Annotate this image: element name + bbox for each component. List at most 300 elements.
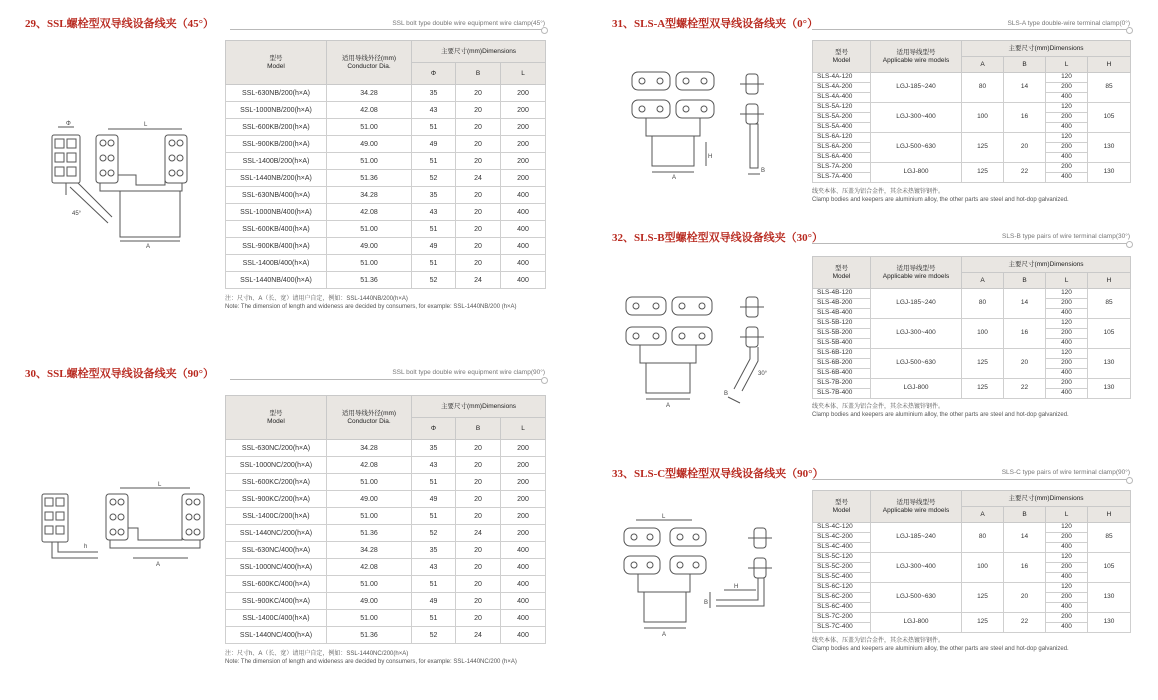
conductor-dia-cell: 49.00 — [327, 238, 412, 255]
h-header: H — [1088, 57, 1131, 73]
sls-a-b-label: B — [761, 168, 766, 174]
conductor-dia-cell: 42.08 — [327, 204, 412, 221]
model-cell: SLS-5C-200 — [813, 563, 871, 573]
model-cell: SSL-600KB/400(h×A) — [226, 221, 327, 238]
l-cell: 200 — [1046, 593, 1088, 603]
section-29-title: 29、SSL螺栓型双导线设备线夹（45°） — [25, 18, 214, 30]
section-32-note-en: Clamp bodies and keepers are aluminium alloy, the other parts are steel and hot-dop galvanized. — [812, 411, 1069, 418]
sls-a-front-view — [632, 72, 714, 172]
a-cell: 100 — [962, 103, 1004, 133]
section-32-note — [812, 404, 1132, 420]
table-row — [226, 440, 546, 457]
model-cell: SLS-6A-200 — [813, 143, 871, 153]
section-32-rule — [812, 243, 1130, 244]
l-cell: 200 — [501, 440, 546, 457]
section-31-note — [812, 189, 1132, 205]
b-cell: 20 — [456, 85, 501, 102]
section-30-note — [225, 651, 547, 667]
clamp-90-drawing — [38, 478, 218, 573]
l-header: L — [1046, 273, 1088, 289]
l-cell: 400 — [1046, 93, 1088, 103]
table-row — [813, 553, 1131, 563]
model-cell: SSL-630NC/400(h×A) — [226, 542, 327, 559]
l-cell: 200 — [501, 119, 546, 136]
clamp-90-a-label: A — [156, 562, 161, 568]
l-cell: 400 — [501, 559, 546, 576]
model-cell: SLS-7B-200 — [813, 379, 871, 389]
table-row — [226, 610, 546, 627]
model-cell: SSL-600KB/200(h×A) — [226, 119, 327, 136]
table-row — [813, 289, 1131, 299]
h-cell: 85 — [1088, 289, 1131, 319]
l-cell: 400 — [1046, 309, 1088, 319]
wire-model-cell: LGJ-500~630 — [871, 349, 962, 379]
model-cell: SLS-6A-400 — [813, 153, 871, 163]
model-header: 型号 Model — [226, 41, 327, 85]
model-cell: SSL-1000NB/400(h×A) — [226, 204, 327, 221]
table-row — [813, 163, 1131, 173]
model-cell: SSL-900KB/400(h×A) — [226, 238, 327, 255]
l-cell: 200 — [1046, 359, 1088, 369]
model-cell: SLS-5B-120 — [813, 319, 871, 329]
a-header: A — [962, 57, 1004, 73]
table-row — [226, 525, 546, 542]
l-cell: 400 — [501, 576, 546, 593]
b-cell: 24 — [456, 272, 501, 289]
a-cell: 125 — [962, 133, 1004, 163]
conductor-dia-cell: 42.08 — [327, 457, 412, 474]
l-cell: 200 — [1046, 533, 1088, 543]
sls-c-drawing — [616, 508, 796, 638]
h-cell: 105 — [1088, 319, 1131, 349]
h-cell: 130 — [1088, 379, 1131, 399]
conductor-dia-cell: 49.00 — [327, 136, 412, 153]
model-cell: SLS-7B-400 — [813, 389, 871, 399]
model-cell: SSL-1400B/200(h×A) — [226, 153, 327, 170]
model-header: 型号 Model — [813, 257, 871, 289]
phi-cell: 35 — [412, 85, 456, 102]
b-cell: 20 — [456, 238, 501, 255]
l-cell: 200 — [1046, 299, 1088, 309]
model-cell: SLS-5A-400 — [813, 123, 871, 133]
b-cell: 14 — [1004, 289, 1046, 319]
table-row — [813, 133, 1131, 143]
model-cell: SLS-5A-120 — [813, 103, 871, 113]
model-cell: SLS-4C-400 — [813, 543, 871, 553]
sls-c-front-view — [624, 520, 709, 628]
sls-b-drawing — [620, 283, 790, 408]
model-cell: SSL-1000NC/400(h×A) — [226, 559, 327, 576]
table-row — [813, 583, 1131, 593]
b-cell: 22 — [1004, 613, 1046, 633]
dimensions-header: 主要尺寸(mm)Dimensions — [962, 41, 1131, 57]
clamp-90-h-label: h — [84, 544, 88, 550]
section-29-note-cn: 注：尺寸h、A（长、宽）请用户自定，例如：SSL-1440NB/200(h×A) — [225, 296, 408, 302]
conductor-dia-cell: 51.00 — [327, 255, 412, 272]
h-header: H — [1088, 507, 1131, 523]
section-33-rule — [812, 479, 1130, 480]
a-cell: 80 — [962, 523, 1004, 553]
wire-model-cell: LGJ-300~400 — [871, 319, 962, 349]
section-29-subtitle: SSL bolt type double wire equipment wire clamp(45°) — [392, 20, 545, 27]
section-31-title: 31、SLS-A型螺栓型双导线设备线夹（0°） — [612, 18, 819, 30]
table-row — [226, 119, 546, 136]
b-cell: 20 — [456, 474, 501, 491]
l-cell: 400 — [1046, 573, 1088, 583]
conductor-dia-header: 适用导线外径(mm) Conductor Dia. — [327, 41, 412, 85]
sls-a-a-label: A — [672, 175, 677, 181]
section-33-note — [812, 638, 1132, 654]
model-header: 型号 Model — [813, 41, 871, 73]
clamp-90-side-view — [42, 494, 98, 558]
l-cell: 200 — [1046, 83, 1088, 93]
table-row — [813, 379, 1131, 389]
sls-b-side-view — [728, 297, 764, 403]
l-cell: 120 — [1046, 133, 1088, 143]
model-cell: SLS-4C-200 — [813, 533, 871, 543]
wire-model-cell: LGJ-185~240 — [871, 523, 962, 553]
l-cell: 400 — [1046, 623, 1088, 633]
conductor-dia-cell: 42.08 — [327, 102, 412, 119]
l-cell: 200 — [501, 153, 546, 170]
phi-cell: 51 — [412, 474, 456, 491]
clamp-45-drawing — [40, 115, 190, 250]
b-cell: 20 — [456, 610, 501, 627]
section-33-note-en: Clamp bodies and keepers are aluminium alloy, the other parts are steel and hot-dop galvanized. — [812, 645, 1069, 652]
section-33-spec-table — [812, 490, 1131, 633]
l-header: L — [1046, 507, 1088, 523]
a-header: A — [962, 273, 1004, 289]
phi-cell: 51 — [412, 119, 456, 136]
conductor-dia-cell: 51.00 — [327, 221, 412, 238]
l-cell: 200 — [1046, 329, 1088, 339]
b-cell: 16 — [1004, 553, 1046, 583]
phi-cell: 35 — [412, 187, 456, 204]
model-cell: SSL-900KC/200(h×A) — [226, 491, 327, 508]
b-cell: 20 — [1004, 583, 1046, 613]
table-row — [226, 204, 546, 221]
sls-c-h-label: H — [734, 584, 739, 590]
section-33-note-cn: 线夹本体、压盖为铝合金件，其余未热镀锌钢件。 — [812, 638, 945, 644]
b-cell: 24 — [456, 627, 501, 644]
table-row — [226, 272, 546, 289]
l-header: L — [1046, 57, 1088, 73]
model-cell: SLS-4A-400 — [813, 93, 871, 103]
sls-c-side-view — [710, 528, 772, 608]
l-cell: 400 — [501, 593, 546, 610]
b-cell: 20 — [456, 559, 501, 576]
h-cell: 130 — [1088, 349, 1131, 379]
model-cell: SLS-4C-120 — [813, 523, 871, 533]
wire-model-cell: LGJ-300~400 — [871, 553, 962, 583]
section-32-spec-table — [812, 256, 1131, 399]
l-cell: 120 — [1046, 553, 1088, 563]
phi-cell: 49 — [412, 491, 456, 508]
table-row — [226, 474, 546, 491]
wire-model-header: 适用导线型号 Applicable wire models — [871, 41, 962, 73]
section-29-rule — [230, 29, 545, 30]
table-row — [226, 187, 546, 204]
l-cell: 200 — [1046, 613, 1088, 623]
phi-cell: 52 — [412, 170, 456, 187]
wire-model-cell: LGJ-185~240 — [871, 289, 962, 319]
conductor-dia-cell: 51.36 — [327, 525, 412, 542]
l-cell: 400 — [1046, 153, 1088, 163]
table-row — [226, 221, 546, 238]
b-cell: 20 — [456, 457, 501, 474]
model-cell: SSL-1440NB/400(h×A) — [226, 272, 327, 289]
conductor-dia-cell: 34.28 — [327, 440, 412, 457]
dimensions-header: 主要尺寸(mm)Dimensions — [962, 257, 1131, 273]
sls-a-drawing — [622, 60, 782, 180]
section-29-note-en: Note: The dimension of length and wideness are decided by consumers, for example: SSL-1440NB/200 (h×A) — [225, 303, 517, 310]
sls-a-side-view — [740, 74, 764, 174]
model-cell: SLS-5A-200 — [813, 113, 871, 123]
clamp-45-side-view — [52, 127, 112, 223]
model-cell: SLS-5B-200 — [813, 329, 871, 339]
b-cell: 20 — [456, 255, 501, 272]
phi-cell: 51 — [412, 153, 456, 170]
l-cell: 200 — [501, 491, 546, 508]
model-cell: SSL-900KC/400(h×A) — [226, 593, 327, 610]
section-31-spec-table — [812, 40, 1131, 183]
model-cell: SSL-900KB/200(h×A) — [226, 136, 327, 153]
wire-model-cell: LGJ-300~400 — [871, 103, 962, 133]
wire-model-cell: LGJ-800 — [871, 613, 962, 633]
l-cell: 200 — [501, 102, 546, 119]
a-cell: 125 — [962, 163, 1004, 183]
conductor-dia-header: 适用导线外径(mm) Conductor Dia. — [327, 396, 412, 440]
a-cell: 100 — [962, 553, 1004, 583]
l-cell: 120 — [1046, 319, 1088, 329]
a-cell: 80 — [962, 289, 1004, 319]
b-cell: 22 — [1004, 379, 1046, 399]
table-row — [226, 508, 546, 525]
b-cell: 16 — [1004, 319, 1046, 349]
section-31-note-en: Clamp bodies and keepers are aluminium alloy, the other parts are steel and hot-dop galvanized. — [812, 196, 1069, 203]
model-header: 型号 Model — [226, 396, 327, 440]
b-header: B — [456, 418, 501, 440]
section-33-title: 33、SLS-C型螺栓型双导线设备线夹（90°） — [612, 468, 824, 480]
b-header: B — [1004, 57, 1046, 73]
wire-model-header: 适用导线型号 Applicable wire mdoels — [871, 257, 962, 289]
b-cell: 20 — [456, 119, 501, 136]
model-cell: SLS-6B-200 — [813, 359, 871, 369]
model-cell: SLS-6C-120 — [813, 583, 871, 593]
section-31-note-cn: 线夹本体、压盖为铝合金件，其余未热镀锌钢件。 — [812, 189, 945, 195]
model-cell: SLS-5C-120 — [813, 553, 871, 563]
section-32-note-cn: 线夹本体、压盖为铝合金件，其余未热镀锌钢件。 — [812, 404, 945, 410]
l-cell: 400 — [501, 610, 546, 627]
table-row — [226, 627, 546, 644]
conductor-dia-cell: 42.08 — [327, 559, 412, 576]
phi-cell: 52 — [412, 272, 456, 289]
section-30-title: 30、SSL螺栓型双导线设备线夹（90°） — [25, 368, 214, 380]
b-cell: 24 — [456, 525, 501, 542]
l-cell: 200 — [1046, 143, 1088, 153]
h-header: H — [1088, 273, 1131, 289]
table-row — [226, 255, 546, 272]
sls-c-l-label: L — [662, 514, 666, 520]
conductor-dia-cell: 51.00 — [327, 508, 412, 525]
conductor-dia-cell: 34.28 — [327, 85, 412, 102]
l-cell: 400 — [501, 204, 546, 221]
l-cell: 200 — [501, 508, 546, 525]
model-cell: SSL-630NB/400(h×A) — [226, 187, 327, 204]
conductor-dia-cell: 51.00 — [327, 610, 412, 627]
section-32-subtitle: SLS-B type pairs of wire terminal clamp(30°) — [1002, 233, 1130, 240]
section-30-rule — [230, 379, 545, 380]
phi-cell: 43 — [412, 559, 456, 576]
table-row — [226, 85, 546, 102]
clamp-45-front-view — [96, 129, 187, 241]
l-cell: 120 — [1046, 289, 1088, 299]
model-cell: SSL-630NB/200(h×A) — [226, 85, 327, 102]
section-30-note-cn: 注：尺寸h、A（长、宽）请用户自定，例如：SSL-1440NC/200(h×A) — [225, 651, 409, 657]
phi-cell: 49 — [412, 136, 456, 153]
table-row — [226, 153, 546, 170]
model-cell: SLS-5C-400 — [813, 573, 871, 583]
phi-cell: 52 — [412, 627, 456, 644]
sls-a-h-label: H — [708, 154, 713, 160]
l-cell: 120 — [1046, 583, 1088, 593]
section-31-subtitle: SLS-A type double-wire terminal clamp(0°) — [1007, 20, 1130, 27]
l-cell: 400 — [501, 187, 546, 204]
model-cell: SLS-4B-200 — [813, 299, 871, 309]
section-29-note — [225, 296, 547, 312]
l-cell: 120 — [1046, 349, 1088, 359]
model-cell: SSL-600KC/400(h×A) — [226, 576, 327, 593]
table-row — [813, 349, 1131, 359]
model-cell: SSL-1000NB/200(h×A) — [226, 102, 327, 119]
phi-cell: 51 — [412, 221, 456, 238]
l-cell: 200 — [1046, 563, 1088, 573]
wire-model-cell: LGJ-500~630 — [871, 133, 962, 163]
section-29-spec-table — [225, 40, 546, 289]
b-cell: 20 — [456, 102, 501, 119]
model-cell: SSL-1000NC/200(h×A) — [226, 457, 327, 474]
b-cell: 20 — [1004, 133, 1046, 163]
sls-b-b-label: B — [724, 391, 729, 397]
a-cell: 125 — [962, 349, 1004, 379]
b-cell: 20 — [456, 542, 501, 559]
l-cell: 400 — [1046, 123, 1088, 133]
sls-b-a-label: A — [666, 403, 671, 409]
section-30-subtitle: SSL bolt type double wire equipment wire clamp(90°) — [392, 369, 545, 376]
conductor-dia-cell: 51.00 — [327, 576, 412, 593]
h-cell: 85 — [1088, 523, 1131, 553]
table-row — [226, 542, 546, 559]
model-cell: SSL-630NC/200(h×A) — [226, 440, 327, 457]
conductor-dia-cell: 51.00 — [327, 153, 412, 170]
sls-b-front-view — [626, 297, 712, 399]
table-row — [226, 593, 546, 610]
clamp-45-a-label: A — [146, 244, 151, 250]
l-cell: 200 — [1046, 113, 1088, 123]
b-cell: 20 — [456, 508, 501, 525]
b-cell: 20 — [456, 136, 501, 153]
b-cell: 20 — [456, 221, 501, 238]
model-cell: SLS-5B-400 — [813, 339, 871, 349]
clamp-90-front-view — [106, 488, 204, 558]
sls-c-a-label: A — [662, 632, 667, 638]
b-header: B — [1004, 507, 1046, 523]
table-row — [813, 73, 1131, 83]
l-cell: 400 — [501, 238, 546, 255]
sls-c-b-label: B — [704, 600, 709, 606]
phi-cell: 43 — [412, 204, 456, 221]
model-cell: SSL-1440NB/200(h×A) — [226, 170, 327, 187]
model-cell: SLS-6C-200 — [813, 593, 871, 603]
clamp-45-l-label: L — [144, 122, 148, 128]
b-cell: 14 — [1004, 523, 1046, 553]
phi-cell: 49 — [412, 238, 456, 255]
wire-model-cell: LGJ-800 — [871, 163, 962, 183]
b-cell: 20 — [456, 187, 501, 204]
table-row — [813, 319, 1131, 329]
conductor-dia-cell: 51.36 — [327, 170, 412, 187]
b-cell: 20 — [456, 204, 501, 221]
b-cell: 16 — [1004, 103, 1046, 133]
l-cell: 400 — [501, 255, 546, 272]
l-cell: 400 — [501, 221, 546, 238]
model-cell: SLS-6A-120 — [813, 133, 871, 143]
l-header: L — [501, 63, 546, 85]
h-cell: 130 — [1088, 613, 1131, 633]
conductor-dia-cell: 51.00 — [327, 474, 412, 491]
wire-model-cell: LGJ-500~630 — [871, 583, 962, 613]
table-row — [226, 491, 546, 508]
a-header: A — [962, 507, 1004, 523]
conductor-dia-cell: 51.36 — [327, 627, 412, 644]
h-cell: 130 — [1088, 163, 1131, 183]
l-cell: 400 — [1046, 543, 1088, 553]
phi-cell: 51 — [412, 508, 456, 525]
model-header: 型号 Model — [813, 491, 871, 523]
dimensions-header: 主要尺寸(mm)Dimensions — [962, 491, 1131, 507]
a-cell: 80 — [962, 73, 1004, 103]
l-cell: 200 — [501, 85, 546, 102]
table-row — [226, 170, 546, 187]
phi-cell: 51 — [412, 255, 456, 272]
model-cell: SSL-1440NC/200(h×A) — [226, 525, 327, 542]
model-cell: SLS-4A-120 — [813, 73, 871, 83]
dimensions-header: 主要尺寸(mm)Dimensions — [412, 396, 546, 418]
phi-header: Φ — [412, 63, 456, 85]
b-cell: 20 — [1004, 349, 1046, 379]
a-cell: 125 — [962, 379, 1004, 399]
clamp-45-angle-label: 45° — [72, 211, 82, 217]
l-cell: 400 — [1046, 173, 1088, 183]
section-30-note-en: Note: The dimension of length and wideness are decided by consumers, for example: SSL-1440NC/200 (h×A) — [225, 658, 517, 665]
l-cell: 120 — [1046, 73, 1088, 83]
l-cell: 200 — [501, 474, 546, 491]
wire-model-cell: LGJ-185~240 — [871, 73, 962, 103]
phi-cell: 51 — [412, 610, 456, 627]
phi-cell: 49 — [412, 593, 456, 610]
phi-cell: 52 — [412, 525, 456, 542]
l-cell: 400 — [1046, 389, 1088, 399]
l-cell: 120 — [1046, 523, 1088, 533]
sls-b-angle-label: 30° — [758, 371, 768, 377]
l-cell: 400 — [1046, 339, 1088, 349]
h-cell: 105 — [1088, 103, 1131, 133]
conductor-dia-cell: 51.36 — [327, 272, 412, 289]
phi-header: Φ — [412, 418, 456, 440]
phi-cell: 43 — [412, 102, 456, 119]
model-cell: SLS-6C-400 — [813, 603, 871, 613]
b-cell: 14 — [1004, 73, 1046, 103]
